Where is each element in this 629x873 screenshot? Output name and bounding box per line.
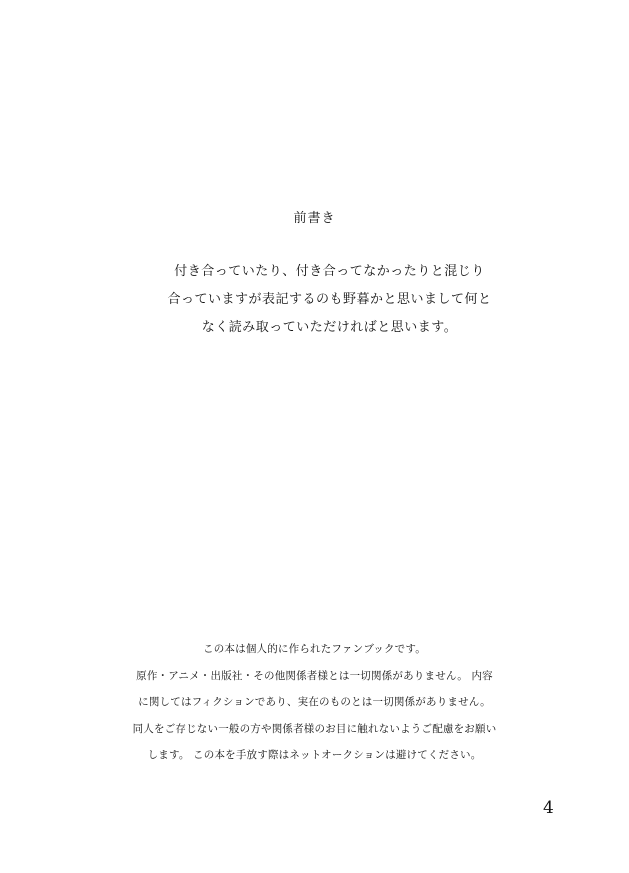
foreword-line: 付き合っていたり、付き合ってなかったりと混じり: [174, 264, 485, 279]
disclaimer-line: 原作・アニメ・出版社・その他関係者様とは一切関係がありません。 内容: [136, 669, 493, 682]
disclaimer-line: 同人をご存じない一般の方や関係者様のお目に触れないようご配慮をお願い: [132, 722, 497, 735]
foreword-line: 合っていますが表記するのも野暮かと思いまして何と: [167, 292, 492, 307]
page-title: 前書き: [293, 211, 336, 226]
disclaimer-line: に関してはフィクションであり、実在のものとは一切関係がありません。: [138, 696, 491, 708]
foreword-line: なく読み取っていただければと思います。: [201, 320, 458, 335]
disclaimer-text: [0, 636, 629, 769]
page-number: 4: [543, 798, 554, 818]
disclaimer-line: します。 この本を手放す際はネットオークションは避けてください。: [147, 749, 482, 761]
foreword-text: [0, 258, 629, 342]
disclaimer-line: この本は個人的に作られたファンブックです。: [203, 643, 426, 655]
